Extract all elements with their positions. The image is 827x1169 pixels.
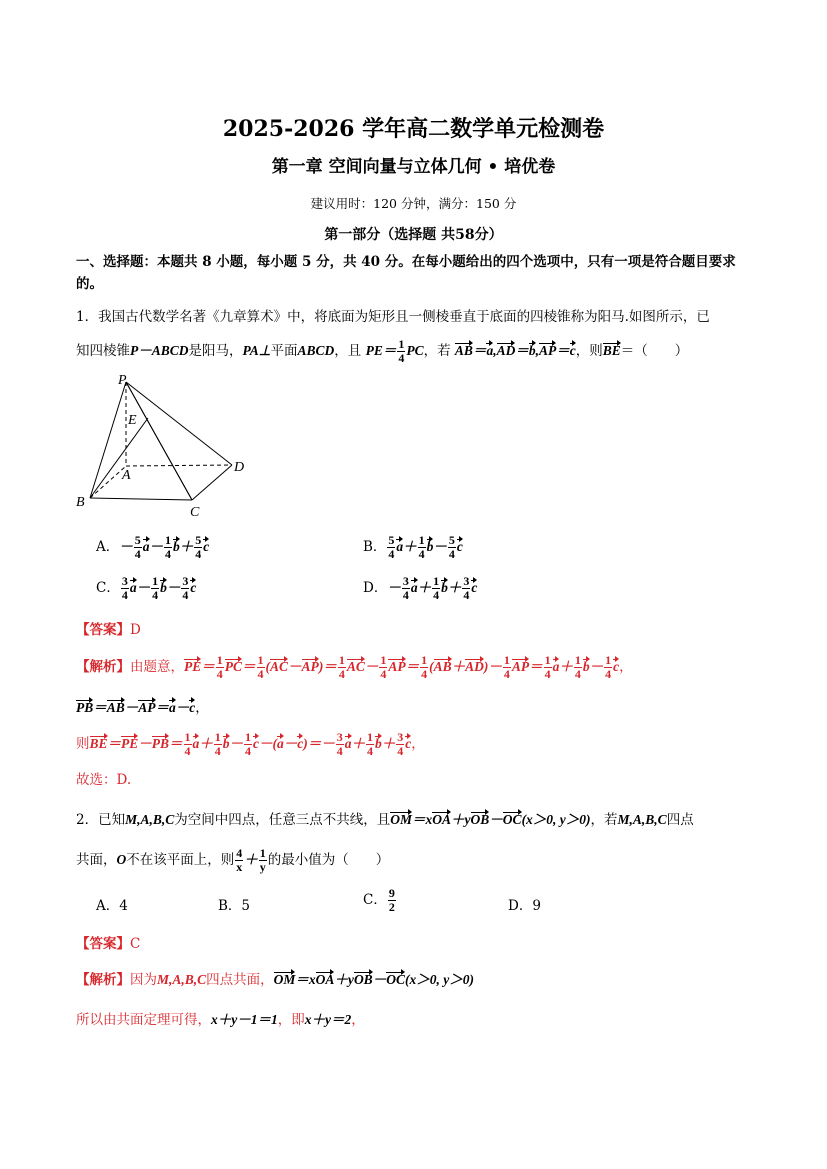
q1-analysis-line3: 则BE＝PE－PB＝ $\frac{1}{4}$ a＋ $\frac{1}{4}$ b－ $\frac{1}{4}$ c－(a－c)＝－ $\frac{3}{4}$ a＋ $\frac{1}{4}$ b＋ $\frac{3}{4}$ c，: [76, 730, 425, 758]
q2-text-line2: 共面，O不在该平面上，则 $\frac{4}{x}$ ＋ $\frac{1}{y}$ 的最小值为（ ）: [76, 846, 390, 874]
q2-option-a[interactable]: A．4: [96, 898, 128, 914]
part-heading: 第一部分（选择题 共58分）: [324, 227, 503, 243]
q1-analysis-line1: 【解析】由题意，PE＝ $\frac{1}{4}$ PC＝ $\frac{1}{4}$ (AC－AP)＝ $\frac{1}{4}$ AC－ $\frac{1}{4}$ AP＝ $\frac{1}{4}$ (AB＋AD)－ $\frac{1}{4}$ AP＝ $\frac{1}{4}$ a＋ $\frac{1}{4}$ b－ $\frac{1}{4}$ c，: [76, 653, 633, 681]
q1-option-b[interactable]: B． $\frac{5}{4}$ a＋ $\frac{1}{4}$ b－ $\frac{5}{4}$ c: [363, 533, 463, 561]
q1-text-line2: 知四棱锥P－ABCD是阳马，PA⊥平面ABCD，且 PE＝ $\frac{1}{4}$ PC，若 AB＝a,AD＝b,AP＝c，则BE＝（ ）: [76, 337, 689, 365]
q1-conclusion: 故选：D.: [76, 772, 132, 788]
label-c: C: [190, 505, 200, 520]
edge-bc: [90, 498, 192, 500]
q1-answer: 【答案】D: [76, 622, 141, 638]
chapter-subtitle: 第一章 空间向量与立体几何 • 培优卷: [271, 157, 556, 177]
page-title: 2025-2026 学年高二数学单元检测卷: [222, 116, 605, 142]
q1-option-a[interactable]: A．－ $\frac{5}{4}$ a－ $\frac{1}{4}$ b＋ $\frac{5}{4}$ c: [96, 533, 210, 561]
time-score-advice: 建议用时：120 分钟，满分：150 分: [310, 196, 517, 211]
edge-ad-hidden: [126, 465, 232, 466]
pyramid-figure: [70, 370, 270, 520]
label-p: P: [118, 373, 127, 388]
edge-pd: [126, 382, 232, 465]
q2-option-d[interactable]: D．9: [508, 898, 541, 914]
section-instructions: 一、选择题：本题共 8 小题，每小题 5 分，共 40 分。在每小题给出的四个选项中，只有一项是符合题目要求的。: [76, 254, 736, 292]
edge-pb: [90, 382, 126, 498]
q2-option-c[interactable]: C． $\frac{9}{2}$: [363, 886, 395, 914]
q1-analysis-line2: PB＝AB－AP＝a－c，: [76, 700, 209, 716]
label-e: E: [128, 413, 137, 428]
q1-option-d[interactable]: D．－ $\frac{3}{4}$ a＋ $\frac{1}{4}$ b＋ $\frac{3}{4}$ c: [363, 574, 478, 602]
label-d: D: [234, 460, 245, 475]
q2-text-line1: 2．已知M,A,B,C为空间中四点，任意三点不共线，且OM＝xOA＋yOB－OC(x＞0, y＞0)，若M,A,B,C四点: [76, 812, 694, 828]
segment-be: [90, 418, 148, 498]
q2-answer: 【答案】C: [76, 936, 141, 952]
q1-option-c[interactable]: C． $\frac{3}{4}$ a－ $\frac{1}{4}$ b－ $\frac{3}{4}$ c: [96, 574, 197, 602]
q2-analysis-line1: 【解析】因为M,A,B,C四点共面，OM＝xOA＋yOB－OC(x＞0, y＞0): [76, 972, 474, 988]
edge-cd: [192, 465, 232, 500]
q1-text-line1: 1．我国古代数学名著《九章算术》中，将底面为矩形且一侧棱垂直于底面的四棱锥称为阳马.如图所示，已: [76, 309, 710, 325]
label-a: A: [122, 468, 131, 483]
q2-option-b[interactable]: B．5: [218, 898, 251, 914]
q2-analysis-line2: 所以由共面定理可得，x＋y－1＝1，即x＋y＝2，: [76, 1012, 365, 1028]
label-b: B: [76, 495, 85, 510]
